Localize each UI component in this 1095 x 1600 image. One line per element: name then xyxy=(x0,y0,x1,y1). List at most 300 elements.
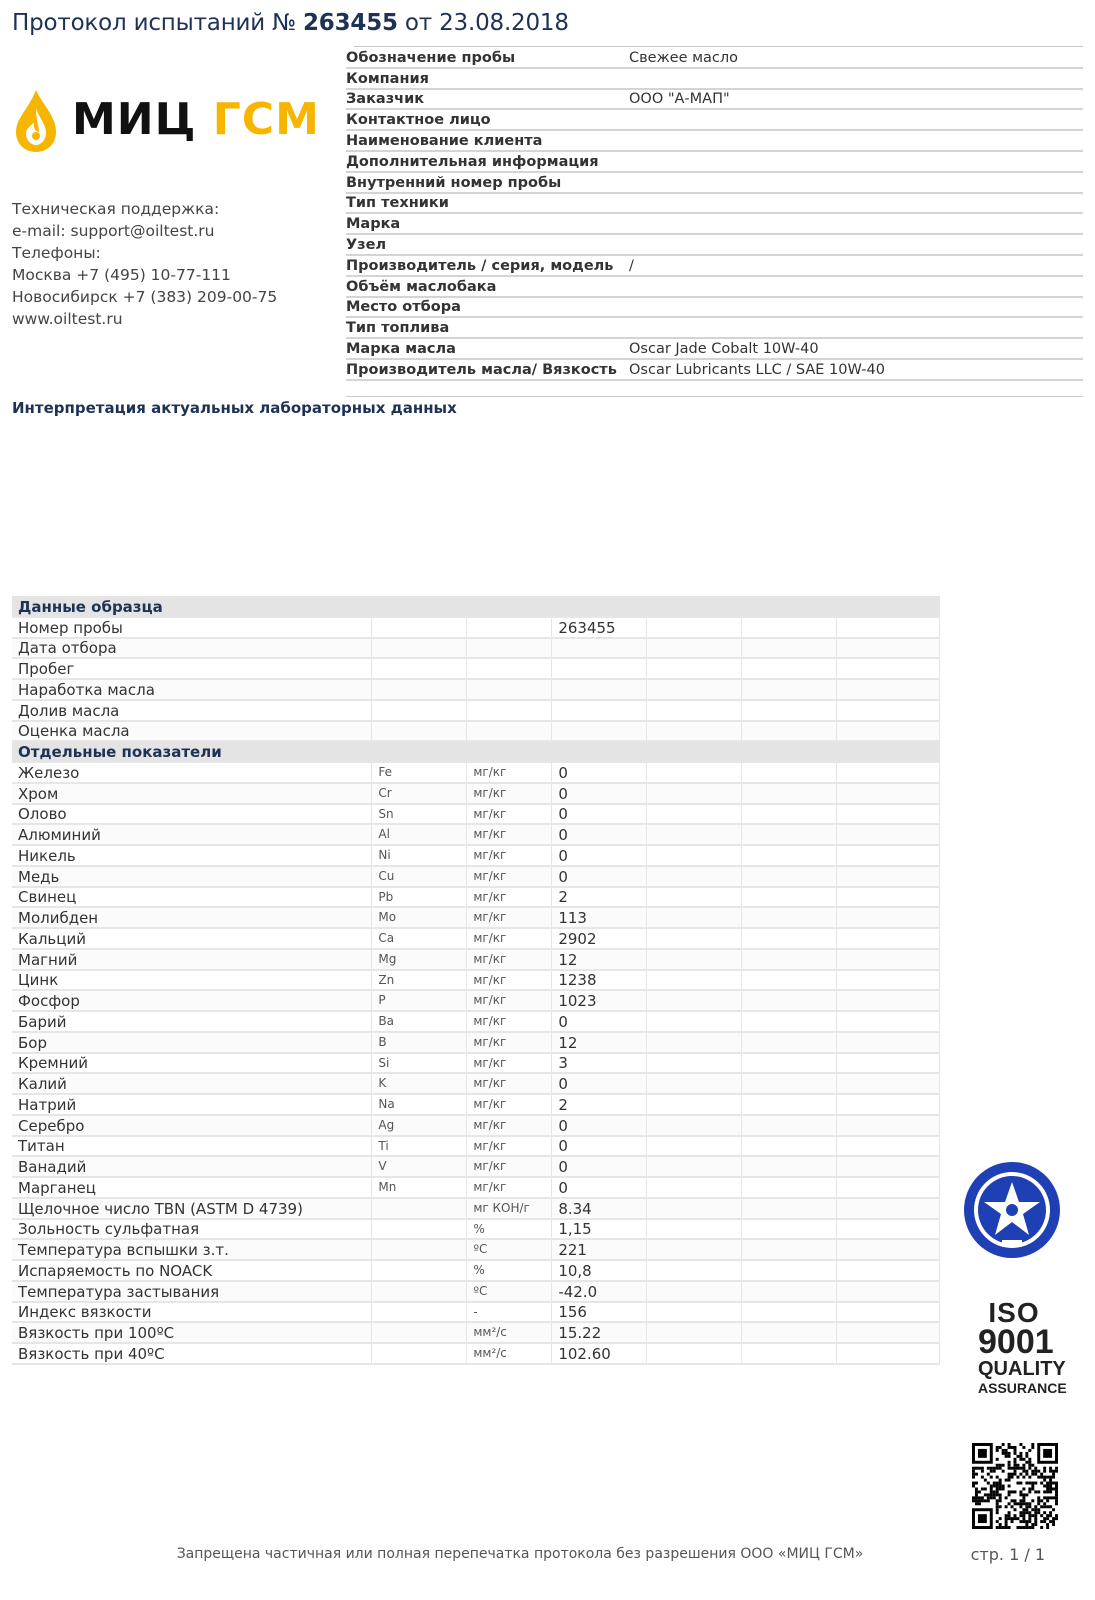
info-label: Контактное лицо xyxy=(346,112,491,129)
phone-novosibirsk: Новосибирск +7 (383) 209-00-75 xyxy=(12,288,278,306)
empty-cell xyxy=(647,762,742,783)
row-symbol xyxy=(372,1219,467,1240)
table-row xyxy=(12,700,940,721)
table-row xyxy=(12,990,940,1011)
info-row xyxy=(346,277,1083,298)
row-value: 0 xyxy=(552,1115,647,1136)
info-row xyxy=(346,256,1083,277)
table-row xyxy=(12,1302,940,1323)
row-name: Алюминий xyxy=(12,824,372,845)
row-unit xyxy=(467,617,552,638)
info-label: Узел xyxy=(346,236,387,253)
empty-cell xyxy=(647,1073,742,1094)
empty-cell xyxy=(742,1302,837,1323)
info-row xyxy=(346,152,1083,173)
row-name: Испаряемость по NOACK xyxy=(12,1260,372,1281)
empty-cell xyxy=(837,1343,940,1364)
empty-cell xyxy=(837,1322,940,1343)
row-unit: мг/кг xyxy=(467,866,552,887)
empty-cell xyxy=(647,658,742,679)
table-row xyxy=(12,1281,940,1302)
row-name: Вязкость при 40ºС xyxy=(12,1343,372,1364)
empty-cell xyxy=(837,1219,940,1240)
row-unit: ºС xyxy=(467,1281,552,1302)
qr-code-icon[interactable] xyxy=(972,1443,1058,1529)
info-label: Обозначение пробы xyxy=(346,49,516,66)
info-row xyxy=(346,214,1083,235)
interpretation-title: Интерпретация актуальных лабораторных данных xyxy=(12,399,457,417)
row-unit: мг/кг xyxy=(467,1053,552,1074)
empty-cell xyxy=(742,1177,837,1198)
table-row xyxy=(12,1239,940,1260)
row-name: Олово xyxy=(12,804,372,825)
row-value: 113 xyxy=(552,907,647,928)
row-unit: мг/кг xyxy=(467,762,552,783)
row-value: 3 xyxy=(552,1053,647,1074)
row-symbol: Zn xyxy=(372,970,467,991)
empty-cell xyxy=(647,887,742,908)
row-value: 0 xyxy=(552,1156,647,1177)
row-symbol xyxy=(372,1239,467,1260)
empty-cell xyxy=(647,804,742,825)
row-value: 263455 xyxy=(552,617,647,638)
empty-cell xyxy=(837,679,940,700)
row-name: Бор xyxy=(12,1032,372,1053)
info-row xyxy=(346,194,1083,215)
row-symbol: Ca xyxy=(372,928,467,949)
title-prefix: Протокол испытаний № xyxy=(12,10,303,36)
table-row xyxy=(12,679,940,700)
row-unit: % xyxy=(467,1219,552,1240)
row-symbol xyxy=(372,1343,467,1364)
empty-cell xyxy=(742,949,837,970)
empty-cell xyxy=(647,1343,742,1364)
row-unit xyxy=(467,679,552,700)
empty-cell xyxy=(647,1115,742,1136)
row-unit: мг/кг xyxy=(467,970,552,991)
table-row xyxy=(12,866,940,887)
empty-cell xyxy=(742,887,837,908)
support-email[interactable]: e-mail: support@oiltest.ru xyxy=(12,222,215,240)
row-symbol xyxy=(372,700,467,721)
table-row xyxy=(12,1177,940,1198)
empty-cell xyxy=(647,1094,742,1115)
empty-cell xyxy=(837,970,940,991)
row-name: Железо xyxy=(12,762,372,783)
table-row xyxy=(12,887,940,908)
row-unit: мг/кг xyxy=(467,1136,552,1157)
website-link[interactable]: www.oiltest.ru xyxy=(12,310,123,328)
row-value: 221 xyxy=(552,1239,647,1260)
info-row xyxy=(346,173,1083,194)
empty-cell xyxy=(647,824,742,845)
empty-cell xyxy=(742,1343,837,1364)
row-value: 0 xyxy=(552,1136,647,1157)
row-symbol: P xyxy=(372,990,467,1011)
empty-cell xyxy=(837,1073,940,1094)
empty-cell xyxy=(647,1239,742,1260)
row-name: Кальций xyxy=(12,928,372,949)
row-symbol: Pb xyxy=(372,887,467,908)
empty-cell xyxy=(837,721,940,742)
empty-cell xyxy=(837,866,940,887)
empty-cell xyxy=(647,990,742,1011)
protocol-number: 263455 xyxy=(302,10,398,36)
row-value xyxy=(552,721,647,742)
row-name: Марганец xyxy=(12,1177,372,1198)
row-value: 15.22 xyxy=(552,1322,647,1343)
empty-cell xyxy=(742,1136,837,1157)
row-unit: мг КОН/г xyxy=(467,1198,552,1219)
row-name: Никель xyxy=(12,845,372,866)
row-value: 102.60 xyxy=(552,1343,647,1364)
row-name: Индекс вязкости xyxy=(12,1302,372,1323)
table-row xyxy=(12,907,940,928)
info-row xyxy=(346,298,1083,319)
row-name: Цинк xyxy=(12,970,372,991)
empty-cell xyxy=(742,1094,837,1115)
empty-cell xyxy=(742,866,837,887)
table-row xyxy=(12,1073,940,1094)
empty-cell xyxy=(837,1136,940,1157)
results-table xyxy=(12,596,940,1365)
row-unit: ºС xyxy=(467,1239,552,1260)
info-row xyxy=(346,318,1083,339)
row-name: Молибден xyxy=(12,907,372,928)
empty-cell xyxy=(647,1177,742,1198)
table-row xyxy=(12,949,940,970)
title-divider xyxy=(354,46,1083,47)
empty-cell xyxy=(647,700,742,721)
empty-cell xyxy=(647,1302,742,1323)
empty-cell xyxy=(742,907,837,928)
table-row xyxy=(12,970,940,991)
empty-cell xyxy=(742,721,837,742)
row-name: Долив масла xyxy=(12,700,372,721)
empty-cell xyxy=(647,1156,742,1177)
section-header-indicators xyxy=(12,741,940,762)
empty-cell xyxy=(647,866,742,887)
row-value: 10,8 xyxy=(552,1260,647,1281)
row-unit: мг/кг xyxy=(467,1094,552,1115)
empty-cell xyxy=(742,617,837,638)
row-symbol xyxy=(372,1260,467,1281)
empty-cell xyxy=(837,1011,940,1032)
protocol-title xyxy=(12,10,569,36)
row-name: Медь xyxy=(12,866,372,887)
empty-cell xyxy=(647,617,742,638)
info-label: Объём маслобака xyxy=(346,278,497,295)
iso-9001-badge: ISO 9001 QUALITY ASSURANCE xyxy=(978,1297,1067,1396)
row-value: 12 xyxy=(552,1032,647,1053)
row-unit: мг/кг xyxy=(467,845,552,866)
empty-cell xyxy=(837,783,940,804)
table-row xyxy=(12,1136,940,1157)
empty-cell xyxy=(837,762,940,783)
table-row xyxy=(12,824,940,845)
row-unit: мг/кг xyxy=(467,1073,552,1094)
empty-cell xyxy=(837,1094,940,1115)
table-row xyxy=(12,845,940,866)
row-name: Зольность сульфатная xyxy=(12,1219,372,1240)
row-symbol xyxy=(372,1281,467,1302)
empty-cell xyxy=(837,1177,940,1198)
empty-cell xyxy=(742,990,837,1011)
row-symbol xyxy=(372,679,467,700)
info-label: Марка xyxy=(346,216,401,233)
table-row xyxy=(12,783,940,804)
row-name: Титан xyxy=(12,1136,372,1157)
empty-cell xyxy=(837,824,940,845)
empty-cell xyxy=(647,1281,742,1302)
empty-cell xyxy=(647,970,742,991)
row-symbol: Cr xyxy=(372,783,467,804)
empty-cell xyxy=(837,1281,940,1302)
table-row xyxy=(12,1260,940,1281)
info-label: Заказчик xyxy=(346,91,425,108)
row-name: Вязкость при 100ºС xyxy=(12,1322,372,1343)
empty-cell xyxy=(837,845,940,866)
empty-cell xyxy=(647,949,742,970)
empty-cell xyxy=(837,949,940,970)
sample-info-table xyxy=(346,48,1083,381)
table-row xyxy=(12,1053,940,1074)
row-unit: мм²/с xyxy=(467,1343,552,1364)
row-unit: мг/кг xyxy=(467,1156,552,1177)
table-row xyxy=(12,617,940,638)
row-symbol: Cu xyxy=(372,866,467,887)
row-symbol: Na xyxy=(372,1094,467,1115)
row-unit: мг/кг xyxy=(467,1011,552,1032)
row-unit xyxy=(467,658,552,679)
empty-cell xyxy=(647,928,742,949)
row-symbol: Si xyxy=(372,1053,467,1074)
row-value xyxy=(552,679,647,700)
row-value: 0 xyxy=(552,1011,647,1032)
empty-cell xyxy=(647,1053,742,1074)
title-date: от 23.08.2018 xyxy=(397,10,569,36)
empty-cell xyxy=(742,928,837,949)
empty-cell xyxy=(742,762,837,783)
row-name: Кремний xyxy=(12,1053,372,1074)
empty-cell xyxy=(742,1260,837,1281)
table-row xyxy=(12,1322,940,1343)
flame-drop-icon xyxy=(12,88,60,154)
empty-cell xyxy=(742,679,837,700)
empty-cell xyxy=(742,1281,837,1302)
info-label: Тип техники xyxy=(346,195,449,212)
table-row xyxy=(12,638,940,659)
row-unit: мг/кг xyxy=(467,887,552,908)
row-unit: мг/кг xyxy=(467,824,552,845)
empty-cell xyxy=(837,1156,940,1177)
row-unit: мг/кг xyxy=(467,990,552,1011)
info-value: / xyxy=(629,257,634,274)
empty-cell xyxy=(647,845,742,866)
row-symbol: Al xyxy=(372,824,467,845)
row-name: Натрий xyxy=(12,1094,372,1115)
table-row xyxy=(12,1115,940,1136)
table-row xyxy=(12,1219,940,1240)
table-row xyxy=(12,1198,940,1219)
row-name: Номер пробы xyxy=(12,617,372,638)
row-value: 156 xyxy=(552,1302,647,1323)
table-row xyxy=(12,928,940,949)
info-value: Oscar Jade Cobalt 10W-40 xyxy=(629,340,819,357)
info-row xyxy=(346,48,1083,69)
table-row xyxy=(12,721,940,742)
section-header-sample-label: Данные образца xyxy=(12,596,940,617)
table-row xyxy=(12,762,940,783)
empty-cell xyxy=(837,990,940,1011)
empty-cell xyxy=(837,1115,940,1136)
row-symbol xyxy=(372,617,467,638)
empty-cell xyxy=(837,658,940,679)
row-value: 0 xyxy=(552,824,647,845)
empty-cell xyxy=(742,804,837,825)
row-symbol xyxy=(372,1198,467,1219)
empty-cell xyxy=(647,1260,742,1281)
row-name: Пробег xyxy=(12,658,372,679)
row-name: Температура застывания xyxy=(12,1281,372,1302)
row-value: 1238 xyxy=(552,970,647,991)
page-number: стр. 1 / 1 xyxy=(970,1545,1045,1564)
row-unit: - xyxy=(467,1302,552,1323)
info-value: ООО "А-МАП" xyxy=(629,91,730,108)
row-value: 0 xyxy=(552,1177,647,1198)
row-symbol: Mo xyxy=(372,907,467,928)
info-label: Марка масла xyxy=(346,340,456,357)
row-value: 2 xyxy=(552,887,647,908)
empty-cell xyxy=(742,1032,837,1053)
row-value: 12 xyxy=(552,949,647,970)
row-value: 1,15 xyxy=(552,1219,647,1240)
empty-cell xyxy=(837,887,940,908)
row-name: Оценка масла xyxy=(12,721,372,742)
support-contacts xyxy=(12,198,277,330)
row-name: Температура вспышки з.т. xyxy=(12,1239,372,1260)
table-row xyxy=(12,1094,940,1115)
empty-cell xyxy=(647,721,742,742)
empty-cell xyxy=(742,1219,837,1240)
empty-cell xyxy=(837,1198,940,1219)
row-symbol xyxy=(372,1302,467,1323)
table-row xyxy=(12,1011,940,1032)
company-logo xyxy=(12,88,320,158)
row-unit xyxy=(467,700,552,721)
empty-cell xyxy=(742,824,837,845)
row-unit: мг/кг xyxy=(467,928,552,949)
row-name: Фосфор xyxy=(12,990,372,1011)
info-label: Место отбора xyxy=(346,299,461,316)
empty-cell xyxy=(837,1032,940,1053)
empty-cell xyxy=(837,638,940,659)
row-value xyxy=(552,638,647,659)
row-value: 0 xyxy=(552,762,647,783)
row-unit: мг/кг xyxy=(467,907,552,928)
row-name: Калий xyxy=(12,1073,372,1094)
row-value: 0 xyxy=(552,866,647,887)
row-unit xyxy=(467,638,552,659)
row-symbol: Ag xyxy=(372,1115,467,1136)
empty-cell xyxy=(837,907,940,928)
info-row xyxy=(346,90,1083,111)
empty-cell xyxy=(837,1260,940,1281)
support-heading: Техническая поддержка: xyxy=(12,200,220,218)
row-symbol xyxy=(372,721,467,742)
empty-cell xyxy=(647,1136,742,1157)
info-row xyxy=(346,360,1083,381)
row-symbol xyxy=(372,638,467,659)
row-unit: мг/кг xyxy=(467,1115,552,1136)
row-value: 2902 xyxy=(552,928,647,949)
empty-cell xyxy=(647,1198,742,1219)
info-row xyxy=(346,110,1083,131)
empty-cell xyxy=(742,1115,837,1136)
empty-cell xyxy=(647,1032,742,1053)
row-unit: мг/кг xyxy=(467,1177,552,1198)
info-row xyxy=(346,339,1083,360)
empty-cell xyxy=(742,638,837,659)
info-value: Свежее масло xyxy=(629,49,739,66)
empty-cell xyxy=(742,1198,837,1219)
row-name: Щелочное число TBN (ASTM D 4739) xyxy=(12,1198,372,1219)
row-unit: % xyxy=(467,1260,552,1281)
info-value: Oscar Lubricants LLC / SAE 10W-40 xyxy=(629,361,885,378)
row-symbol: Ni xyxy=(372,845,467,866)
empty-cell xyxy=(742,1011,837,1032)
info-label: Внутренний номер пробы xyxy=(346,174,562,191)
row-unit xyxy=(467,721,552,742)
row-name: Серебро xyxy=(12,1115,372,1136)
logo-text: МИЦ ГСМ xyxy=(72,94,320,145)
info-row xyxy=(346,235,1083,256)
empty-cell xyxy=(837,1302,940,1323)
info-label: Компания xyxy=(346,70,429,87)
row-value: 1023 xyxy=(552,990,647,1011)
section-header-indicators-label: Отдельные показатели xyxy=(12,741,940,762)
info-row xyxy=(346,69,1083,90)
row-symbol xyxy=(372,1322,467,1343)
empty-cell xyxy=(647,638,742,659)
row-symbol: Sn xyxy=(372,804,467,825)
row-name: Магний xyxy=(12,949,372,970)
row-value: 0 xyxy=(552,783,647,804)
row-value: -42.0 xyxy=(552,1281,647,1302)
empty-cell xyxy=(742,1053,837,1074)
row-value xyxy=(552,700,647,721)
empty-cell xyxy=(647,679,742,700)
empty-cell xyxy=(837,804,940,825)
row-value: 0 xyxy=(552,845,647,866)
empty-cell xyxy=(742,783,837,804)
table-row xyxy=(12,1343,940,1364)
empty-cell xyxy=(647,783,742,804)
row-name: Ванадий xyxy=(12,1156,372,1177)
row-symbol: Ti xyxy=(372,1136,467,1157)
empty-cell xyxy=(647,907,742,928)
row-name: Хром xyxy=(12,783,372,804)
empty-cell xyxy=(837,1053,940,1074)
info-row xyxy=(346,131,1083,152)
info-label: Производитель масла/ Вязкость xyxy=(346,361,617,378)
row-symbol: V xyxy=(372,1156,467,1177)
row-value: 0 xyxy=(552,1073,647,1094)
row-name: Барий xyxy=(12,1011,372,1032)
empty-cell xyxy=(837,617,940,638)
info-label: Дополнительная информация xyxy=(346,153,599,170)
row-value xyxy=(552,658,647,679)
